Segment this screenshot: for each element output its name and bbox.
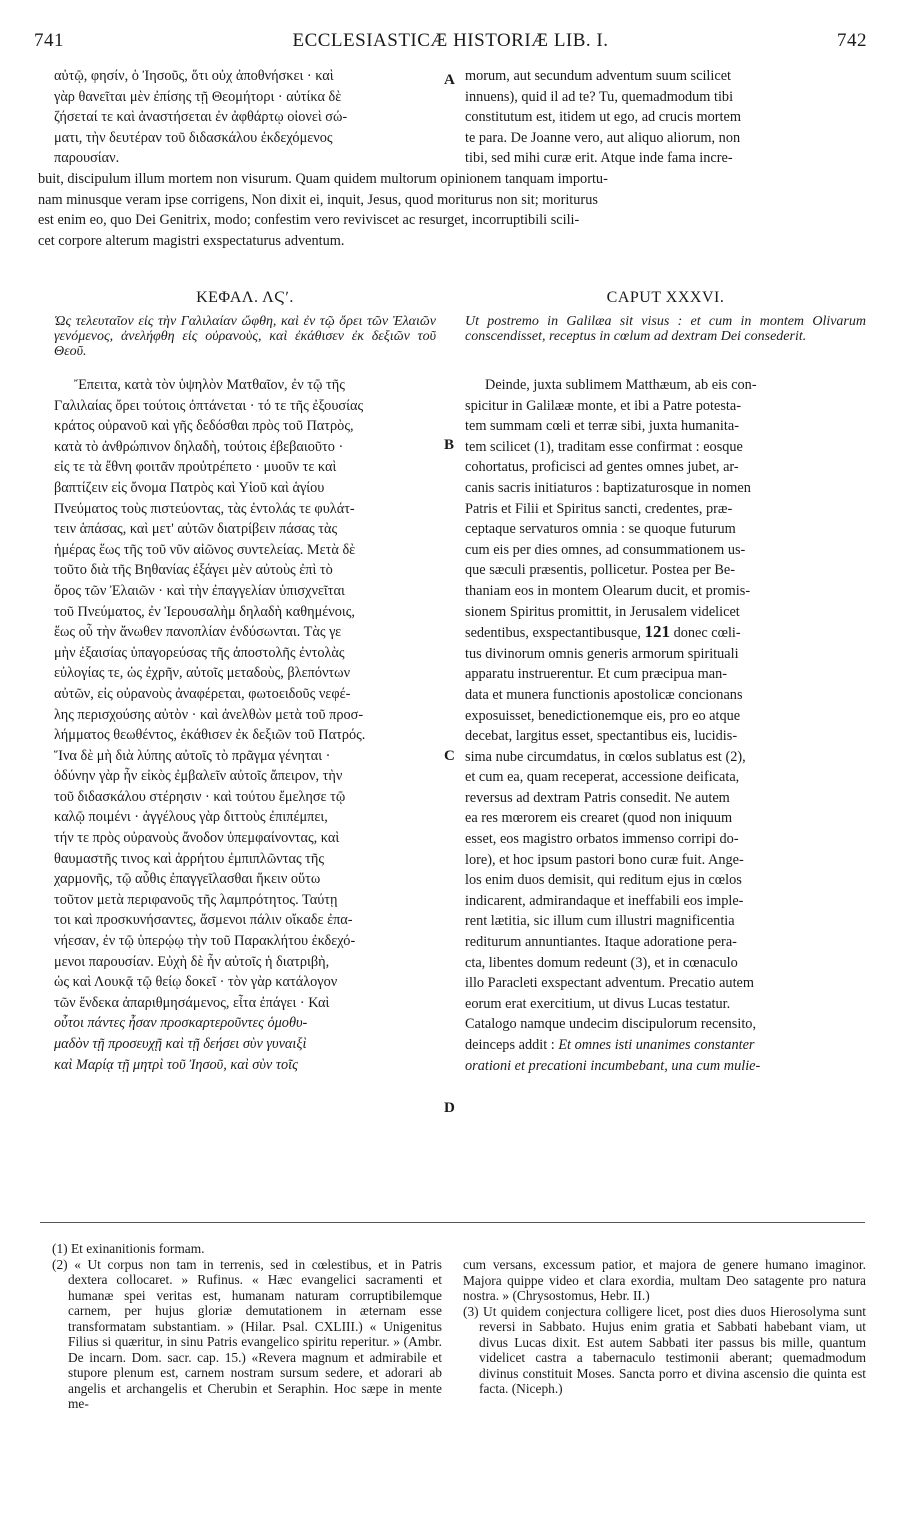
latin-line: exposuisset, benedictionemque eis, pro eo atque <box>465 707 741 724</box>
greek-line: ἕως οὗ τὴν ἄνωθεν πανοπλίαν ἐνδύσωνται. Τὰς γε <box>54 624 342 641</box>
latin-line: los enim duos demisit, qui reditum ejus in cœlos <box>465 872 742 889</box>
footnote: (2) « Ut corpus non tam in terrenis, sed in cœlestibus, et in Patris dextera collocaret. » Rufinus. « Hæc evangelici sacramenti et humanæ spei veritas est, humanam naturam corruptibilemque carnem, per hujus gloriæ demutationem in æternam esse transformatam substantiam. » (Hilar. Psal. CXLIII.) « Unigenitus Filius si quæritur, in sinu Patris evangelico spiritu reperitur. » (Ambr. De incarn. Dom. sacr. cap. 15.) «Revera magnum et admirabile et stupore plenum est, carnem nostram sursum sedere, et adorari ab angelis et archangelis et Cherubin et Seraphin. Hoc sæpe in mente me- <box>52 1256 442 1411</box>
running-header <box>34 30 867 56</box>
latin-line: illo Paracleti exspectant adventum. Precatio autem <box>465 975 755 992</box>
latin-line: tibi, sed mihi curæ erit. Atque inde fama incre- <box>465 150 733 167</box>
greek-line: καὶ Μαρίᾳ τῇ μητρὶ τοῦ Ἰησοῦ, καὶ σὺν τοῖς <box>54 1056 298 1073</box>
greek-line: λης περισχούσης αὐτὸν · καὶ ἀνελθὼν μετὰ τοῦ προσ- <box>54 706 364 723</box>
latin-line: ceptaque servaturos omnia : se quoque futurum <box>465 521 736 538</box>
latin-line: eorum erat exercitium, ut divus Lucas testatur. <box>465 995 731 1012</box>
full-line: nam minusque veram ipse corrigens, Non dixit ei, inquit, Jesus, quod moriturus non sit; moriturus <box>38 191 598 208</box>
greek-column-top <box>54 66 436 169</box>
latin-line: constitutum est, itidem ut ego, ad crucis mortem <box>465 109 741 126</box>
greek-line: ὄρος τῶν Ἐλαιῶν · καὶ τὴν ἐπαγγελίαν ὑπισχνεῖται <box>54 582 345 599</box>
latin-line: cohortatus, proficisci ad gentes omnes jubet, ar- <box>465 459 739 476</box>
footnotes-right <box>463 1257 866 1397</box>
greek-chapter-summary: Ὡς τελευταῖον εἰς τὴν Γαλιλαίαν ὤφθη, καὶ ἐν τῷ ὄρει τῶν Ἐλαιῶν γενόμενος, ἀνελήφθη εἰς οὐρανοὺς, καὶ ἐκάθισεν ἐκ δεξιῶν τοῦ Θεοῦ. <box>54 314 436 360</box>
footnote-continuation: cum versans, excessum patior, et majora de genere humano imaginor. Majora quippe video et clara exordia, multam Deo satagente pro natura nostra. » (Chrysostomus, Hebr. II.) <box>463 1257 866 1303</box>
greek-line: οὗτοι πάντες ἦσαν προσκαρτεροῦντες ὁμοθυ- <box>54 1015 308 1032</box>
latin-line: cum eis per dies omnes, ad consummationem us- <box>465 541 746 558</box>
latin-text: sedentibus, exspectantibusque, <box>465 625 641 642</box>
latin-line: sima nube circumdatus, in cœlos sublatus est (2), <box>465 748 746 765</box>
greek-line: ἡμέρας ἕως τῆς τοῦ νῦν αἰῶνος συντελείας. Μετὰ δὲ <box>54 541 356 558</box>
latin-column-body <box>465 375 866 1076</box>
latin-line: sionem Spiritus promittit, in Jerusalem videlicet <box>465 603 740 620</box>
latin-line: data et munera functionis apostolicæ concionans <box>465 686 743 703</box>
latin-line: Patris et Filii et Spiritus sancti, credentes, præ- <box>465 500 733 517</box>
latin-line: tem summam cœli et terræ sibi, juxta humanita- <box>465 418 739 435</box>
latin-line: rediturum annuntiantes. Itaque adoratione pera- <box>465 934 737 951</box>
latin-column-top <box>465 66 866 169</box>
latin-chapter-summary: Ut postremo in Galilæa sit visus : et cum in montem Olivarum conscendisset, receptus in cœlum ad dextram Dei consederit. <box>465 314 866 345</box>
greek-line: τῶν ἕνδεκα ἀπαριθμησάμενος, εἶτα ἐπάγει · Καὶ <box>54 994 330 1011</box>
page-number-left: 741 <box>34 30 64 51</box>
latin-line: thaniam eos in montem Olearum ducit, et promis- <box>465 582 751 599</box>
greek-line: τοῦ διδασκάλου στέρησιν · καὶ τούτου ἔμελησε τῷ <box>54 788 346 805</box>
greek-line: τοῦ Πνεύματος, ἐν Ἰερουσαλὴμ δηλαδὴ καθημένοις, <box>54 603 355 620</box>
greek-line: Πνεύματος τοὺς πιστεύοντας, τὰς ἐντολάς τε φυλάτ- <box>54 500 355 517</box>
running-title: ECCLESIASTICÆ HISTORIÆ LIB. I. <box>292 30 609 51</box>
greek-line: παρουσίαν. <box>54 150 120 167</box>
full-line: buit, discipulum illum mortem non visurum. Quam quidem multorum opinionem tanquam importu- <box>38 171 608 187</box>
latin-chapter-title: CAPUT XXXVI. <box>606 289 725 306</box>
latin-line <box>465 622 866 644</box>
latin-line: indicarent, admirandaque et ineffabili eos imple- <box>465 892 744 909</box>
greek-line: χαρμονῆς, τῷ αὖθις ἐπαγγεῖλασθαι ἥκειν οὕτω <box>54 871 321 888</box>
latin-line: morum, aut secundum adventum suum scilicet <box>465 68 732 84</box>
greek-line: τειν ἁπάσας, καὶ μετ' αὐτῶν διατρίβειν πάσας τὰς <box>54 521 338 538</box>
latin-line: rent lætitia, sic illum cum illustri magnificentia <box>465 913 735 930</box>
latin-line: esset, eos magistro orbatos immenso corripi do- <box>465 831 739 848</box>
latin-line: orationi et precationi incumbebant, una cum mulie- <box>465 1057 761 1074</box>
greek-line: μαδὸν τῇ προσευχῇ καὶ τῇ δεήσει σὺν γυναιξὶ <box>54 1036 307 1052</box>
greek-line: καλῷ ποιμένι · ἀγγέλους γὰρ διττοὺς ἐπιπέμπει, <box>54 809 328 826</box>
latin-text: donec cœli- <box>673 625 741 642</box>
latin-line: tus divinorum omnis generis armorum spirituali <box>465 645 739 662</box>
latin-line: spicitur in Galilææ monte, et ibi a Patre potesta- <box>465 397 741 414</box>
full-line: cet corpore alterum magistri exspectaturus adventum. <box>38 232 345 249</box>
greek-line: τοῦτο διὰ τῆς Βηθανίας ἐξάγει μὲν αὐτοὺς ἐπὶ τὸ <box>54 562 333 579</box>
latin-line: lore), et hoc ipsum pastori bono curæ fuit. Ange- <box>465 851 744 868</box>
latin-line: reversus ad dextram Patris consedit. Ne autem <box>465 789 730 806</box>
page-number-right: 742 <box>837 30 867 51</box>
greek-line: γὰρ θανεῖται μὲν ἐπίσης τῇ Θεομήτορι · αὐτίκα δὲ <box>54 88 342 105</box>
greek-line: τοι καὶ προσκυνήσαντες, ἄσμενοι πάλιν οἴκαδε ἐπα- <box>54 912 353 929</box>
footnote: (3) Ut quidem conjectura colligere licet, post dies duos Hierosolyma sunt reversi in Sabbato. Hujus enim gratia et Sabbati habebant viam, ut divus Lucas dixit. Est autem Sabbati iter passus bis mille, quantum videlicet castra a tabernaculo testimonii aberant; quemadmodum divinus constituit Moses. Sancta porro et divina ascensio die quinta est facta. (Niceph.) <box>463 1303 866 1396</box>
latin-line: te para. De Joanne vero, aut aliquo aliorum, non <box>465 129 741 146</box>
margin-letter-a: A <box>444 72 455 88</box>
margin-letter-b: B <box>444 437 455 453</box>
latin-line: ea res mœrorem eis crearet (quod non iniquum <box>465 810 733 827</box>
latin-line: cta, libentes domum redeunt (3), et in cœnaculo <box>465 954 738 971</box>
margin-letter-d: D <box>444 1100 455 1116</box>
footnote-separator <box>40 1222 865 1223</box>
greek-line: μενοι παρουσίαν. Εὐχὴ δὲ ἦν αὐτοῖς ἡ διατριβὴ, <box>54 953 330 970</box>
greek-line: νήεσαν, ἐν τῷ ὑπερῴῳ τὴν τοῦ Παρακλήτου ἐκδεχό- <box>54 933 356 950</box>
latin-line: Catalogo namque undecim discipulorum recensito, <box>465 1016 757 1033</box>
greek-line: ὡς καὶ Λουκᾷ τῷ θείῳ δοκεῖ · τὸν γὰρ κατάλογον <box>54 974 338 991</box>
latin-quote: Et omnes isti unanimes constanter <box>558 1037 755 1053</box>
greek-line: Ἔπειτα, κατὰ τὸν ὑψηλὸν Ματθαῖον, ἐν τῷ τῆς <box>74 377 345 393</box>
greek-line: θαυμαστῆς τινος καὶ ἀρρήτου ἐμπιπλῶντας τῆς <box>54 850 325 867</box>
latin-line: decebat, largitus esset, spectantibus eis, lucidis- <box>465 728 738 745</box>
greek-line: αὐτῷ, φησίν, ὁ Ἰησοῦς, ὅτι οὐχ ἀποθνήσκει · καὶ <box>54 68 334 84</box>
full-width-latin <box>38 169 866 251</box>
latin-line: tem scilicet (1), traditam esse confirmat : eosque <box>465 438 743 455</box>
latin-line: canis sacris initiaturos : baptizaturosque in nomen <box>465 479 751 496</box>
latin-line: que sæculi præsentis, pollicetur. Postea per Be- <box>465 562 736 579</box>
greek-line: αὐτῶν, εἰς οὐρανοὺς ἀναφέρεται, φωτοειδοῦς νεφέ- <box>54 685 351 702</box>
footnotes-left <box>52 1241 442 1412</box>
greek-line: τοῦτον μετὰ περιφανοῦς τῆς λαμπρότητος. Ταύτῃ <box>54 891 338 908</box>
greek-line: βαπτίζειν εἰς ὄνομα Πατρὸς καὶ Υἱοῦ καὶ ἁγίου <box>54 479 325 496</box>
greek-column-body <box>54 375 436 1075</box>
page-marker-number: 121 <box>644 622 670 642</box>
latin-text: deinceps addit : <box>465 1037 555 1053</box>
latin-line: apparatu instruerentur. Et cum præcipua man- <box>465 666 728 683</box>
greek-line: εὐλογίας τε, ὡς ἐχρῆν, αὐτοῖς μεταδοὺς, βλεπόντων <box>54 665 351 682</box>
greek-line: τήν τε πρὸς οὐρανοὺς ἄνοδον ὑπεμφαίνοντας, καὶ <box>54 830 340 847</box>
latin-line: innuens), quid il ad te? Tu, quemadmodum tibi <box>465 88 734 105</box>
greek-line: κράτος οὐρανοῦ καὶ γῆς δεδόσθαι πρὸς τοῦ Πατρὸς, <box>54 418 354 435</box>
margin-letter-c: C <box>444 748 455 764</box>
greek-line: ὀδύνην γὰρ ἦν εἰκὸς ἐμβαλεῖν αὐτοῖς ἄπειρον, τὴν <box>54 768 343 785</box>
full-line: est enim eo, quo Dei Genitrix, modo; confestim vero reviviscet ac resurget, incorruptibili scili- <box>38 212 580 229</box>
footnote: (1) Et exinanitionis formam. <box>52 1241 205 1256</box>
greek-line: Γαλιλαίας ὄρει τούτοις ὀπτάνεται · τό τε τῆς ἐξουσίας <box>54 397 364 414</box>
latin-line <box>465 1035 866 1056</box>
greek-line: Ἵνα δὲ μὴ διὰ λύπης αὐτοῖς τὸ πρᾶγμα γένηται · <box>54 747 331 764</box>
greek-line: ματι, τὴν δευτέραν τοῦ διδασκάλου ἐκδεχόμενος <box>54 129 333 146</box>
greek-line: κατὰ τὸ ἀνθρώπινον δηλαδὴ, τούτοις ἐβεβαιοῦτο · <box>54 438 344 455</box>
greek-line: εἰς τε τὰ ἔθνη φοιτᾶν προὐτρέπετο · μυοῦν τε καὶ <box>54 459 337 476</box>
latin-line: Deinde, juxta sublimem Matthæum, ab eis con- <box>485 377 757 393</box>
greek-line: λήμματος θεωθέντος, ἐκάθισεν ἐκ δεξιῶν τοῦ Πατρός. <box>54 727 366 744</box>
greek-chapter-title: ΚΕΦΑΛ. ΛϚʹ. <box>196 289 294 306</box>
greek-line: ζήσεταί τε καὶ ἀναστήσεται ἐν ἀφθάρτῳ οἰονεὶ σώ- <box>54 109 348 126</box>
greek-line: μὴν ἐξαισίας ὑπαγορεύσας τῆς ἀποστολῆς ἐντολὰς <box>54 644 345 661</box>
latin-line: et cum ea, quam receperat, accessione deificata, <box>465 769 740 786</box>
